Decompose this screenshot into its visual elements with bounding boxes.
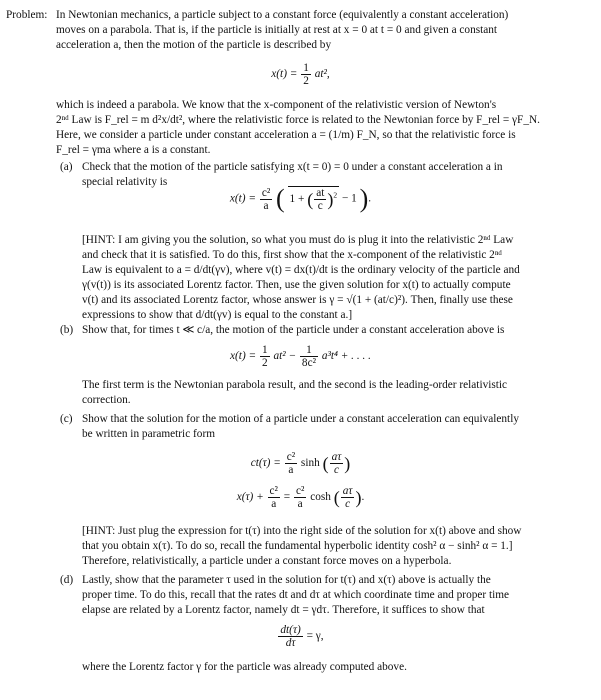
- proper-time-equation: $\frac{dt(\tau)}{d\tau}$ = γ,: [280, 624, 324, 649]
- intro-line-3: acceleration a, then the motion of the particle is described by: [56, 39, 332, 51]
- part-d-line-4: where the Lorentz factor γ for the particle was already computed above.: [82, 661, 407, 673]
- hint-c-line-2: that you obtain x(τ). To do so, recall the fundamental hyperbolic identity cosh² α − sinh² α = 1.]: [82, 540, 513, 552]
- paragraph-2-line-4: F_rel = γma where a is a constant.: [56, 144, 211, 156]
- relativistic-motion-equation: x(t) = $\frac{\text{c²}}{a}$ ( 1 + ( $\frac{at}{c}$ )$^2$ − 1 ).: [229, 184, 372, 213]
- parametric-position-equation: x(τ) + $\frac{\text{c²}}{a}$ = $\frac{\text{c²}}{a}$ cosh ( $\frac{a\tau}{c}$ ).: [236, 485, 365, 510]
- part-a-line-1: Check that the motion of the particle satisfying x(t = 0) = 0 under a constant acceleration a in: [82, 161, 503, 173]
- part-c-line-1: Show that the solution for the motion of a particle under a constant acceleration can equivalently: [82, 413, 519, 425]
- hint-a-line-6: expressions to show that d/dt(γv) is equal to the constant a.]: [82, 309, 353, 321]
- paragraph-2-line-2: 2ⁿᵈ Law is F_rel = m d²x/dt², where the relativistic force is related to the Newtonian force by F_rel = γF_N.: [56, 114, 540, 126]
- part-b-line-1: Show that, for times t ≪ c/a, the motion of the particle under a constant acceleration above is: [82, 324, 505, 336]
- paragraph-2-line-1: which is indeed a parabola. We know that the x-component of the relativistic version of Newton's: [56, 99, 497, 111]
- intro-line-2: moves on a parabola. That is, if the particle is initially at rest at x = 0 at t = 0 and given a constant: [56, 24, 498, 36]
- part-a-label: (a): [60, 161, 73, 173]
- hint-a-line-3: Law is equivalent to a = d/dt(γv), where v(t) = dx(t)/dt is the ordinary velocity of the particle and: [82, 264, 520, 276]
- part-d-line-2: proper time. To do this, recall that the rates dt and dτ at which coordinate time and proper time: [82, 589, 510, 601]
- hint-c-line-3: Therefore, relativistically, a particle under a constant force moves on a hyperbola.: [82, 555, 452, 567]
- hint-c-line-1: [HINT: Just plug the expression for t(τ) into the right side of the solution for x(t) above and show: [82, 525, 522, 537]
- intro-line-1: In Newtonian mechanics, a particle subject to a constant force (equivalently a constant acceleration): [56, 9, 509, 21]
- paragraph-2-line-3: Here, we consider a particle under constant acceleration a = (1/m) F_N, so that the relativistic force is: [56, 129, 516, 141]
- part-d-label: (d): [60, 574, 74, 586]
- newtonian-parabola-equation: x(t) = $\frac{1}{2}$ at²,: [271, 62, 330, 87]
- problem-label: Problem:: [6, 9, 48, 21]
- series-expansion-equation: x(t) = $\frac{1}{2}$ at² − $\frac{1}{\text{8c²}}$ a³t⁴ + . . . .: [230, 344, 371, 369]
- part-c-line-2: be written in parametric form: [82, 428, 215, 440]
- part-a-line-2: special relativity is: [82, 176, 168, 188]
- hint-a-line-1: [HINT: I am giving you the solution, so what you must do is plug it into the relativistic 2ⁿᵈ Law: [82, 234, 514, 246]
- part-b-label: (b): [60, 324, 74, 336]
- part-b-line-3: correction.: [82, 394, 131, 406]
- part-d-line-1: Lastly, show that the parameter τ used in the solution for t(τ) and x(τ) above is actually the: [82, 574, 491, 586]
- part-d-line-3: elapse are related by a Lorentz factor, namely dt = γdτ. Therefore, it suffices to show that: [82, 604, 485, 616]
- hint-a-line-4: γ(v(t)) is its associated Lorentz factor. Then, use the given solution for x(t) to actually compute: [82, 279, 511, 291]
- part-c-label: (c): [60, 413, 73, 425]
- hint-a-line-5: v(t) and its associated Lorentz factor, whose answer is γ = √(1 + (at/c)²). Then, finally use these: [82, 294, 513, 306]
- part-b-line-2: The first term is the Newtonian parabola result, and the second is the leading-order relativistic: [82, 379, 508, 391]
- hint-a-line-2: and check that it is satisfied. To do this, first show that the x-component of the relativistic 2ⁿᵈ: [82, 249, 502, 261]
- parametric-time-equation: ct(τ) = $\frac{\text{c²}}{a}$ sinh ( $\frac{a\tau}{c}$ ): [250, 451, 351, 476]
